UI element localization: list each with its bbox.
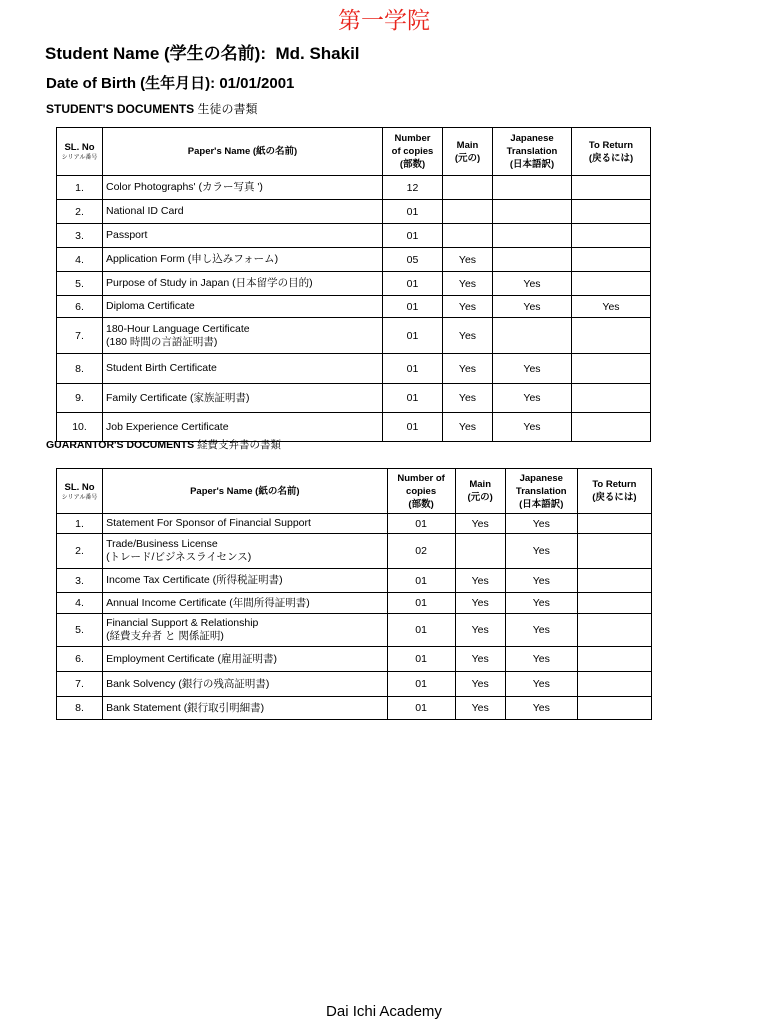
col-sl-jp: シリアル番号	[61, 494, 98, 501]
institute-name: 第一学院	[338, 8, 430, 34]
guarantors-title-en: GUARANTOR'S DOCUMENTS	[46, 439, 195, 451]
paper-name-line1: Family Certificate (家族証明書)	[106, 391, 250, 404]
col-trans-2: Translation	[515, 485, 567, 497]
table-row	[57, 200, 651, 224]
cell-return	[572, 354, 651, 384]
paper-name-line1: Employment Certificate (雇用証明書)	[106, 652, 278, 665]
cell-translation: Yes	[505, 534, 577, 569]
col-header-copies	[387, 469, 455, 514]
table-row	[57, 318, 651, 354]
cell-translation	[493, 318, 572, 354]
cell-main: Yes	[455, 593, 505, 614]
cell-sl: 8.	[57, 354, 103, 384]
col-header-return	[572, 128, 651, 176]
col-trans-2: Translation	[506, 146, 558, 157]
paper-name-line1: Diploma Certificate	[106, 300, 195, 312]
cell-sl: 1.	[57, 176, 103, 200]
col-copies-1: Number	[394, 133, 431, 144]
col-trans-1: Japanese	[510, 133, 554, 144]
col-header-main	[455, 469, 505, 514]
cell-paper-name	[103, 514, 387, 534]
cell-sl: 7.	[57, 318, 103, 354]
cell-main	[443, 200, 493, 224]
cell-sl: 3.	[57, 224, 103, 248]
col-header-copies	[383, 128, 443, 176]
col-sl-en: SL. No	[64, 481, 95, 493]
cell-paper-name	[103, 672, 387, 697]
cell-copies: 01	[383, 200, 443, 224]
paper-name-line1: Student Birth Certificate	[106, 362, 217, 374]
paper-name-line1: Trade/Business License	[106, 538, 218, 550]
col-header-sl	[57, 469, 103, 514]
cell-sl: 9.	[57, 384, 103, 413]
students-documents-title	[46, 101, 258, 117]
col-main-2: (元の)	[454, 152, 481, 164]
col-sl-jp: シリアル番号	[61, 155, 98, 161]
cell-translation: Yes	[505, 569, 577, 593]
cell-copies: 01	[387, 614, 455, 647]
cell-translation: Yes	[505, 647, 577, 672]
cell-main: Yes	[443, 413, 493, 442]
col-trans-1: Japanese	[519, 472, 563, 484]
guarantors-documents-table	[56, 468, 652, 720]
cell-translation: Yes	[493, 272, 572, 296]
students-title-en: STUDENT'S DOCUMENTS	[46, 102, 195, 116]
cell-return	[572, 384, 651, 413]
cell-copies: 01	[387, 697, 455, 720]
cell-copies: 01	[387, 593, 455, 614]
cell-translation: Yes	[493, 413, 572, 442]
paper-name-line1: Color Photographs' (カラー写真 ')	[106, 181, 263, 193]
cell-return	[577, 593, 651, 614]
cell-copies: 01	[387, 672, 455, 697]
cell-main	[443, 224, 493, 248]
col-trans-3: (日本語訳)	[519, 498, 564, 510]
cell-sl: 4.	[57, 248, 103, 272]
table-row	[57, 647, 652, 672]
table-row	[57, 672, 652, 697]
col-copies-1: Number of	[397, 472, 445, 484]
cell-translation: Yes	[493, 354, 572, 384]
cell-sl: 5.	[57, 614, 103, 647]
cell-sl: 10.	[57, 413, 103, 442]
cell-copies: 01	[383, 296, 443, 318]
cell-return	[572, 224, 651, 248]
cell-paper-name	[103, 569, 387, 593]
cell-return	[577, 534, 651, 569]
table-row	[57, 224, 651, 248]
cell-sl: 4.	[57, 593, 103, 614]
cell-translation: Yes	[493, 384, 572, 413]
cell-copies: 01	[387, 647, 455, 672]
paper-name-line1: Income Tax Certificate (所得税証明書)	[106, 574, 283, 586]
table-row	[57, 593, 652, 614]
table-row	[57, 384, 651, 413]
col-copies-3: (部数)	[399, 159, 426, 170]
cell-copies: 01	[383, 413, 443, 442]
cell-sl: 7.	[57, 672, 103, 697]
paper-name-line1: Bank Solvency (銀行の残高証明書)	[106, 677, 270, 690]
cell-copies: 02	[387, 534, 455, 569]
cell-translation: Yes	[505, 514, 577, 534]
cell-main: Yes	[455, 697, 505, 720]
student-name-line	[45, 42, 360, 66]
cell-translation	[493, 248, 572, 272]
table-header-row	[57, 469, 652, 514]
col-sl-en: SL. No	[64, 142, 95, 153]
date-of-birth-line	[46, 74, 294, 94]
col-header-main	[443, 128, 493, 176]
cell-paper-name	[103, 354, 383, 384]
cell-main	[443, 176, 493, 200]
col-copies-2: copies	[406, 485, 437, 497]
guarantors-title-jp: 経費支弁書の書類	[197, 439, 282, 451]
dob-label: Date of Birth (生年月日):	[46, 75, 216, 92]
cell-paper-name	[103, 200, 383, 224]
cell-paper-name	[103, 534, 387, 569]
cell-main: Yes	[443, 318, 493, 354]
paper-name-line1: Passport	[106, 229, 148, 241]
paper-name-line1: National ID Card	[106, 205, 184, 217]
cell-translation: Yes	[493, 296, 572, 318]
cell-copies: 01	[383, 354, 443, 384]
table-row	[57, 272, 651, 296]
cell-paper-name	[103, 697, 387, 720]
cell-paper-name	[103, 318, 383, 354]
cell-translation: Yes	[505, 593, 577, 614]
cell-translation	[493, 200, 572, 224]
cell-paper-name	[103, 647, 387, 672]
paper-name-line2: (経費支弁者 と 関係証明)	[106, 630, 224, 642]
cell-return	[572, 200, 651, 224]
cell-main: Yes	[443, 296, 493, 318]
col-return-1: To Return	[588, 139, 634, 151]
col-header-sl	[57, 128, 103, 176]
col-main-1: Main	[469, 479, 491, 490]
table-row	[57, 176, 651, 200]
cell-copies: 01	[383, 384, 443, 413]
paper-name-line1: Bank Statement (銀行取引明細書)	[106, 701, 265, 714]
cell-paper-name	[103, 272, 383, 296]
cell-main: Yes	[443, 354, 493, 384]
table-row	[57, 354, 651, 384]
cell-return	[577, 672, 651, 697]
table-row	[57, 296, 651, 318]
cell-copies: 12	[383, 176, 443, 200]
cell-main	[455, 534, 505, 569]
paper-name-line1: Statement For Sponsor of Financial Support	[106, 517, 311, 529]
cell-paper-name	[103, 296, 383, 318]
dob-value: 01/01/2001	[219, 75, 295, 92]
cell-sl: 6.	[57, 296, 103, 318]
col-trans-3: (日本語訳)	[509, 159, 555, 170]
paper-name-line2: (トレード/ビジネスライセンス)	[106, 551, 252, 563]
col-main-1: Main	[456, 139, 479, 151]
cell-translation: Yes	[505, 672, 577, 697]
cell-main: Yes	[443, 248, 493, 272]
table-row	[57, 569, 652, 593]
cell-main: Yes	[455, 569, 505, 593]
paper-name-line1: Annual Income Certificate (年間所得証明書)	[106, 596, 310, 609]
cell-sl: 2.	[57, 200, 103, 224]
cell-copies: 01	[387, 569, 455, 593]
cell-return	[572, 272, 651, 296]
col-header-name: Paper's Name (紙の名前)	[103, 128, 383, 176]
col-return-2: (戻るには)	[592, 492, 637, 503]
table-row	[57, 248, 651, 272]
cell-return	[572, 176, 651, 200]
cell-main: Yes	[443, 272, 493, 296]
cell-main: Yes	[455, 614, 505, 647]
col-return-1: To Return	[592, 479, 637, 490]
paper-name-line2: (180 時間の言語証明書)	[106, 335, 218, 348]
cell-sl: 6.	[57, 647, 103, 672]
col-main-2: (元の)	[467, 492, 493, 503]
guarantors-documents-title	[46, 437, 281, 453]
col-copies-2: of copies	[391, 146, 434, 157]
cell-paper-name	[103, 224, 383, 248]
cell-paper-name	[103, 248, 383, 272]
students-title-jp: 生徒の書類	[197, 102, 258, 116]
cell-sl: 8.	[57, 697, 103, 720]
cell-return	[577, 614, 651, 647]
footer-academy-name: Dai Ichi Academy	[326, 1003, 442, 1020]
paper-name-line1: Purpose of Study in Japan (日本留学の目的)	[106, 277, 313, 289]
cell-return	[572, 248, 651, 272]
cell-copies: 05	[383, 248, 443, 272]
table-row	[57, 697, 652, 720]
cell-return	[577, 697, 651, 720]
col-return-2: (戻るには)	[588, 152, 634, 164]
cell-main: Yes	[455, 672, 505, 697]
cell-return	[572, 318, 651, 354]
paper-name-line1: Job Experience Certificate	[106, 420, 229, 433]
cell-sl: 1.	[57, 514, 103, 534]
cell-sl: 5.	[57, 272, 103, 296]
cell-sl: 3.	[57, 569, 103, 593]
cell-copies: 01	[383, 318, 443, 354]
table-header-row	[57, 128, 651, 176]
cell-return	[577, 569, 651, 593]
cell-translation: Yes	[505, 614, 577, 647]
table-row	[57, 614, 652, 647]
paper-name-line1: Application Form (申し込みフォーム)	[106, 253, 279, 265]
paper-name-line1: 180-Hour Language Certificate	[106, 322, 250, 335]
cell-paper-name	[103, 593, 387, 614]
table-row	[57, 534, 652, 569]
cell-copies: 01	[387, 514, 455, 534]
cell-return	[577, 514, 651, 534]
cell-translation	[493, 176, 572, 200]
cell-paper-name	[103, 176, 383, 200]
cell-return	[572, 413, 651, 442]
student-name-value: Md. Shakil	[275, 44, 360, 63]
cell-return	[577, 647, 651, 672]
cell-copies: 01	[383, 272, 443, 296]
cell-paper-name	[103, 384, 383, 413]
paper-name-line1: Financial Support & Relationship	[106, 617, 259, 629]
col-header-translation	[493, 128, 572, 176]
table-row	[57, 514, 652, 534]
col-copies-3: (部数)	[408, 498, 434, 510]
cell-copies: 01	[383, 224, 443, 248]
student-name-label: Student Name (学生の名前):	[45, 44, 266, 63]
cell-translation	[493, 224, 572, 248]
cell-translation: Yes	[505, 697, 577, 720]
students-documents-table	[56, 127, 651, 442]
cell-paper-name	[103, 614, 387, 647]
cell-main: Yes	[443, 384, 493, 413]
col-header-name: Paper's Name (紙の名前)	[103, 469, 387, 514]
col-header-translation	[505, 469, 577, 514]
cell-main: Yes	[455, 514, 505, 534]
col-header-return	[577, 469, 651, 514]
cell-return: Yes	[572, 296, 651, 318]
cell-main: Yes	[455, 647, 505, 672]
cell-sl: 2.	[57, 534, 103, 569]
